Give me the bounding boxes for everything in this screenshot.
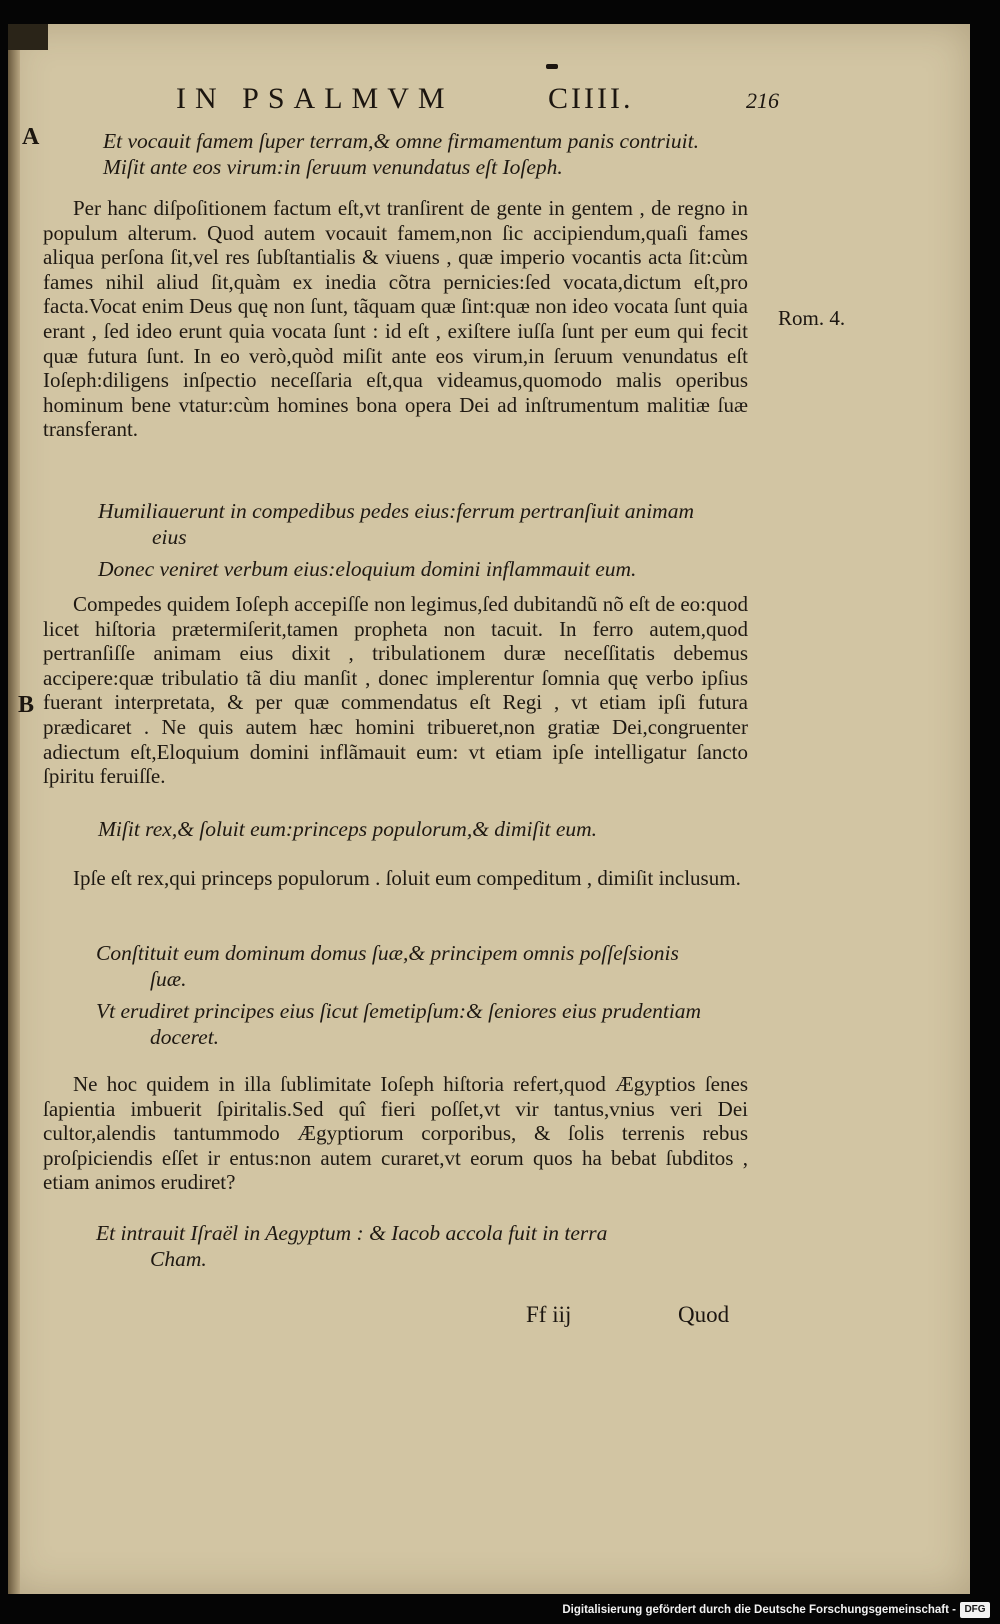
verse-line: eius [152, 525, 187, 549]
margin-letter-a: A [22, 124, 40, 150]
verse-line: Et vocauit famem ſuper terram,& omne firmamentum panis contriuit. [103, 129, 699, 153]
paragraph-text: Ipſe eſt rex,qui princeps populorum . ſoluit eum compeditum , dimiſit inclusum. [73, 866, 741, 890]
verse-line: doceret. [150, 1025, 220, 1049]
commentary-paragraph-4 [43, 1072, 748, 1195]
verse-line: Conſtituit eum dominum domus ſuæ,& principem omnis poſſeſsionis [96, 941, 679, 965]
catchword: Quod [678, 1302, 730, 1327]
dfg-logo-icon: DFG [960, 1602, 990, 1618]
book-page [8, 24, 970, 1594]
verse-line: Humiliauerunt in compedibus pedes eius:ferrum pertranſiuit animam [98, 499, 694, 523]
signature-mark: Ff iij [526, 1302, 572, 1327]
verse-line: Cham. [150, 1247, 207, 1271]
verse-line: Vt erudiret principes eius ſicut ſemetipſum:& ſeniores eius prudentiam [96, 999, 702, 1023]
verse-block-4 [96, 940, 746, 1050]
verse-block-3 [98, 816, 738, 842]
funding-notice: Digitalisierung gefördert durch die Deutsche Forschungsgemeinschaft - [562, 1604, 956, 1616]
verse-block-1 [103, 128, 763, 180]
page-gutter [8, 24, 20, 1594]
page-number: 216 [746, 88, 779, 113]
verse-line: Et intrauit Iſraël in Aegyptum : & Iacob accola fuit in terra [96, 1221, 608, 1245]
margin-letter-b: B [18, 692, 35, 718]
paragraph-text: Per hanc diſpoſitionem factum eſt,vt tranſirent de gente in gentem , de regno in populum alterum. Quod autem vocauit famem,non ſic accipiendum,quaſi fames aliqua perſona ſit,vel res ſubſtantialis & viuens , quæ imperio vocantis acta ſit:cùm fames nihil aliud ſit,quàm ex inedia cõtra pernicies:ſed vocata,dictum eſt,pro facta.Vocat enim Deus quę non ſunt, tãquam quæ ſint:quæ non ideo vocata ſunt quia erant , ſed ideo erunt quia vocata ſunt : id eſt , exiſtere iuſſa ſunt per eum qui fecit quæ futura ſunt. In eo verò,quòd miſit ante eos virum,in ſeruum venundatus eſt Ioſeph:diligens inſpectio neceſſaria eſt,qua videamus,quomodo malis operibus hominum bene vtatur:cùm homines bona opera Dei ad inſtrumentum malitiæ ſuæ transferant. [43, 196, 748, 442]
running-header [8, 82, 970, 122]
verse-block-2 [98, 498, 738, 582]
footer-bar [0, 1594, 1000, 1624]
verse-line: Miſit rex,& ſoluit eum:princeps populorum,& dimiſit eum. [98, 817, 598, 841]
verse-block-5 [96, 1220, 716, 1272]
commentary-paragraph-3 [43, 866, 748, 891]
commentary-paragraph-1 [43, 196, 748, 442]
page-corner-shadow [8, 24, 48, 50]
verse-line: Donec veniret verbum eius:eloquium domini inflammauit eum. [98, 557, 637, 581]
margin-note-reference: Rom. 4. [778, 306, 846, 330]
running-title: IN PSALMVM [176, 82, 454, 115]
paragraph-text: Ne hoc quidem in illa ſublimitate Ioſeph hiſtoria refert,quod Ægyptios ſenes ſapientia imbuerit ſpiritalis.Sed quî fieri poſſet,vt vir tantus,vnius veri Dei cultor,alendis tantummodo Ægyptiorum corporibus, & ſolis terrenis rebus proſpiciendis eſſet ir entus:non autem curaret,vt eorum quos ha bebat ſubditos , etiam animos erudiret? [43, 1072, 748, 1195]
verse-line: ſuæ. [150, 967, 187, 991]
psalm-numeral: CIIII. [548, 82, 634, 115]
paragraph-text: Compedes quidem Ioſeph accepiſſe non legimus,ſed dubitandũ nõ eſt de eo:quod licet hiſtoria prætermiſerit,tamen propheta non tacuit. In ferro autem,quod pertranſiſſe animam eius dixit , tribulationem duræ neceſſitatis debemus accipere:quæ tribulatio tã diu manſit , donec implerentur ſomnia quę verbo ipſius fuerant interpretata, & per quæ commendatus eſt Regi , vt etiam ipſi futura prædicaret . Ne quis autem hæc homini tribueret,non gratiæ Dei,congruenter adiectum eſt,Eloquium domini inflãmauit eum: vt etiam ipſe intelligatur ſancto ſpiritu feruiſſe. [43, 592, 748, 789]
commentary-paragraph-2 [43, 592, 748, 789]
verse-line: Miſit ante eos virum:in ſeruum venundatus eſt Ioſeph. [103, 155, 563, 179]
header-ornament [546, 64, 558, 69]
